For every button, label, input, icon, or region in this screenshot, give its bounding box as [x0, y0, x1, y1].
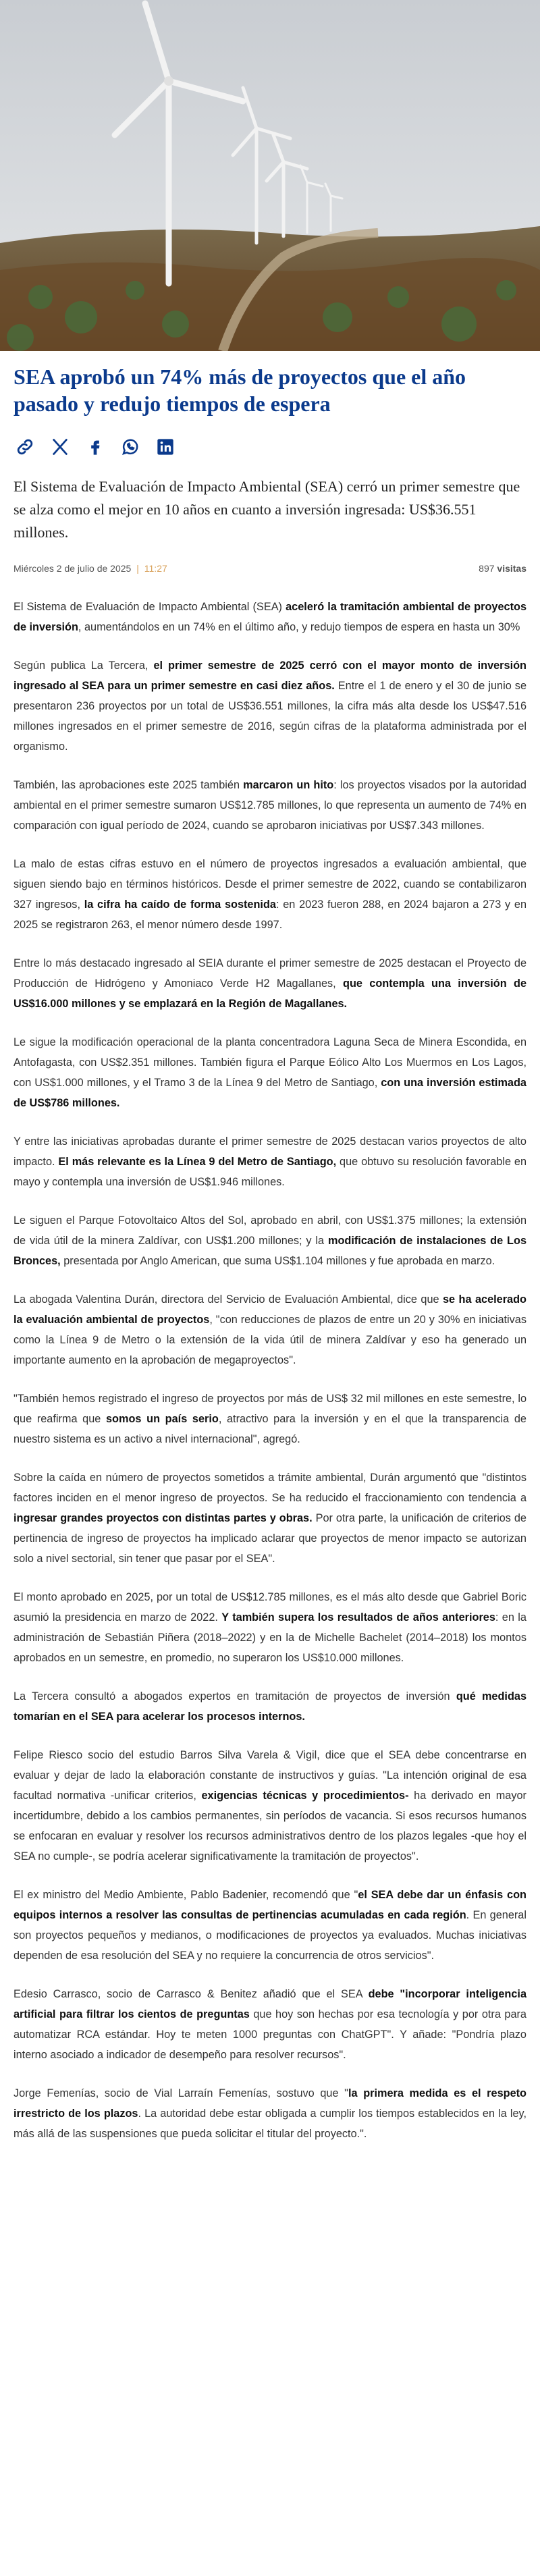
text-run: La Tercera consultó a abogados expertos en tramitación de proyectos de inversión [14, 1690, 456, 1702]
text-run: La malo de estas cifras estuvo en el número de proyectos ingresados a evaluación ambiental, que siguen siendo bajo en términos históricos. Desde el primer semestre de 2022, cuando se contabilizaron 327 ingresos, [14, 858, 526, 911]
bold-text: marcaron un hito [243, 779, 334, 791]
bold-text: la cifra ha caído de forma sostenida [84, 898, 276, 911]
text-run: . La autoridad debe estar obligada a cumplir los tiempos establecidos en la ley, más allá de las suspensiones que pueda solicitar el titular del proyecto.". [14, 2108, 526, 2140]
bold-text: que contempla una inversión de US$16.000 millones y se emplazará en la Región de Magallanes. [14, 977, 526, 1010]
text-run: Felipe Riesco socio del estudio Barros Silva Varela & Vigil, dice que el SEA debe concentrarse en evaluar y dejar de lado la elaboración constante de instructivos y guías. "La intención original de esa facultad normativa -unificar criterios, [14, 1749, 526, 1802]
article-paragraph [14, 1745, 526, 1867]
text-run: , aumentándolos en un 74% en el último año, y redujo tiempos de espera en hasta un 30% [78, 621, 520, 633]
bold-text: el SEA debe dar un énfasis con equipos internos a resolver las consultas de pertinencias acumuladas en cada región [14, 1889, 526, 1921]
text-run: El ex ministro del Medio Ambiente, Pablo Badenier, recomendó que " [14, 1889, 358, 1901]
text-run: El monto aprobado en 2025, por un total de US$12.785 millones, es el más alto desde que Gabriel Boric asumió la presidencia en marzo de 2022. [14, 1591, 526, 1624]
article-paragraph [14, 1587, 526, 1668]
publish-date: Miércoles 2 de julio de 2025 [14, 563, 132, 574]
bold-text: el primer semestre de 2025 cerró con el mayor monto de inversión ingresado al SEA para un primer semestre en casi diez años. [14, 660, 526, 692]
bold-text: se ha acelerado la evaluación ambiental de proyectos [14, 1293, 526, 1326]
publish-time: 11:27 [144, 563, 167, 574]
text-run: Entre lo más destacado ingresado al SEIA durante el primer semestre de 2025 destacan el Proyecto de Producción de Hidrógeno y Amoniaco Verde H2 Magallanes, [14, 957, 526, 990]
wind-turbines-photo [0, 0, 540, 351]
bold-text: ingresar grandes proyectos con distintas partes y obras. [14, 1512, 313, 1524]
text-run: ha derivado en mayor incertidumbre, debido a los cambios permanentes, sin períodos de vacancia. Si esos recursos humanos se enfocaran en evaluar y resolver los recursos administrativos dentro de los plazos legales -que hoy el SEA no cumple-, se podría acelerar significativamente la tramitación de proyectos". [14, 1790, 526, 1862]
text-run: Le siguen el Parque Fotovoltaico Altos del Sol, aprobado en abril, con US$1.375 millones; la extensión de vida útil de la minera Zaldívar, con US$1.200 millones; y la [14, 1214, 526, 1247]
bold-text: modificación de instalaciones de Los Bronces, [14, 1235, 526, 1267]
article-body [14, 597, 526, 2144]
bold-text: la primera medida es el respeto irrestricto de los plazos [14, 2087, 526, 2120]
text-run: , atractivo para la inversión y en el que la transparencia de nuestro sistema es un activo a nivel internacional", agregó. [14, 1413, 526, 1445]
text-run: El Sistema de Evaluación de Impacto Ambiental (SEA) [14, 601, 286, 613]
article-paragraph [14, 953, 526, 1014]
article-paragraph [14, 597, 526, 637]
text-run: La abogada Valentina Durán, directora del Servicio de Evaluación Ambiental, dice que [14, 1293, 443, 1306]
text-run: Según publica La Tercera, [14, 660, 154, 672]
text-run: : los proyectos visados por la autoridad ambiental en el primer semestre sumaron US$12.785 millones, lo que representa un aumento de 74% en comparación con igual período de 2024, cuando se aprobaron iniciativas por US$7.343 millones. [14, 779, 526, 832]
article-paragraph [14, 1210, 526, 1271]
text-run: Por otra parte, la unificación de criterios de pertinencia de ingreso de proyectos ha implicado aclarar que proyectos de menor impacto se autorizan solo a nivel sectorial, sin tener que pasar por el SEA". [14, 1512, 526, 1565]
article-lead: El Sistema de Evaluación de Impacto Ambiental (SEA) cerró un primer semestre que se alza como el mejor en 10 años en cuanto a inversión ingresada: US$36.551 millones. [14, 478, 520, 541]
bold-text: qué medidas tomarían en el SEA para acelerar los procesos internos. [14, 1690, 527, 1723]
text-run: : en 2023 fueron 288, en 2024 bajaron a 273 y en 2025 se registraron 263, el menor número desde 1997. [14, 898, 526, 931]
share-bar [14, 433, 526, 460]
article-paragraph [14, 1032, 526, 1113]
article-paragraph [14, 1468, 526, 1569]
bold-text: exigencias técnicas y procedimientos- [201, 1790, 409, 1802]
article-title: SEA aprobó un 74% más de proyectos que el año pasado y redujo tiempos de espera [14, 365, 466, 416]
article-paragraph [14, 775, 526, 836]
text-run: . En general son proyectos pequeños y medianos, o modificaciones de proyectos ya evaluados. Muchas iniciativas dependen de esa resolución del SEA y no requiere la concurrencia de otros servicios". [14, 1909, 526, 1962]
text-run: : en la administración de Sebastián Piñera (2018–2022) y en la de Michelle Bachelet (2014–2018) los montos aprobados en un semestre, en promedio, no superaron los US$10.000 millones. [14, 1611, 526, 1664]
text-run: Le sigue la modificación operacional de la planta concentradora Laguna Seca de Minera Escondida, en Antofagasta, con US$2.351 millones. También figura el Parque Eólico Alto Los Muermos en Los Lagos, con US$1.000 millones, y el Tramo 3 de la Línea 9 del Metro de Santiago, [14, 1036, 526, 1089]
article-meta [14, 563, 526, 574]
text-run: Jorge Femenías, socio de Vial Larraín Femenías, sostuvo que " [14, 2087, 348, 2099]
linkedin-icon[interactable] [154, 435, 177, 458]
hero-image [0, 0, 540, 351]
text-run: "También hemos registrado el ingreso de proyectos por más de US$ 32 mil millones en este semestre, lo que reafirma que [14, 1393, 526, 1425]
meta-separator: | [136, 563, 139, 574]
text-run: Sobre la caída en número de proyectos sometidos a trámite ambiental, Durán argumentó que "distintos factores inciden en el menor ingreso de proyectos. Se ha reducido el fraccionamiento con tendencia a [14, 1472, 526, 1504]
bold-text: aceleró la tramitación ambiental de proyectos de inversión [14, 601, 526, 633]
article-paragraph [14, 854, 526, 935]
text-run: Entre el 1 de enero y el 30 de junio se presentaron 236 proyectos por un total de US$36.551 millones, la cifra más alta desde los US$47.516 millones ingresados en el primer semestre de 2016, según cifras de la plataforma administrada por el organismo. [14, 680, 526, 753]
bold-text: con una inversión estimada de US$786 millones. [14, 1077, 526, 1109]
article-paragraph [14, 1289, 526, 1370]
article-paragraph [14, 1131, 526, 1192]
bold-text: somos un país serio [106, 1413, 219, 1425]
article-paragraph [14, 655, 526, 757]
bold-text: debe "incorporar inteligencia artificial para filtrar los cientos de preguntas [14, 1988, 526, 2020]
whatsapp-icon[interactable] [119, 435, 142, 458]
link-icon[interactable] [14, 435, 36, 458]
article-paragraph [14, 1885, 526, 1966]
text-run: , "con reducciones de plazos de entre un 20 y 30% en iniciativas como la Línea 9 de Metro o la extensión de la vida útil de minera Zaldívar y eso ha generado un importante aumento en la aprobación de megaproyectos". [14, 1314, 526, 1366]
article-paragraph [14, 1686, 526, 1727]
text-run: Y entre las iniciativas aprobadas durante el primer semestre de 2025 destacan varios proyectos de alto impacto. [14, 1135, 526, 1168]
x-icon[interactable] [49, 435, 72, 458]
bold-text: Y también supera los resultados de años anteriores [221, 1611, 495, 1624]
view-counter [479, 563, 526, 574]
text-run: Edesio Carrasco, socio de Carrasco & Benitez añadió que el SEA [14, 1988, 369, 2000]
facebook-icon[interactable] [84, 435, 107, 458]
article-paragraph [14, 1389, 526, 1449]
text-run: También, las aprobaciones este 2025 también [14, 779, 244, 791]
article-paragraph [14, 1984, 526, 2065]
bold-text: El más relevante es la Línea 9 del Metro de Santiago, [58, 1156, 337, 1168]
text-run: que obtuvo su resolución favorable en mayo y contempla una inversión de US$1.946 millones. [14, 1156, 526, 1188]
view-count: 897 [479, 563, 495, 574]
article-paragraph [14, 2083, 526, 2144]
view-label: visitas [497, 563, 526, 574]
text-run: que hoy son hechas por esa tecnología y por otra para automatizar RCA estándar. Hoy te meten 1000 preguntas con ChatGPT". Y añade: "Pondría plazo interno asociado a indicador de desempeño para resolver recursos". [14, 2008, 526, 2061]
text-run: presentada por Anglo American, que suma US$1.104 millones y fue aprobada en marzo. [60, 1255, 495, 1267]
